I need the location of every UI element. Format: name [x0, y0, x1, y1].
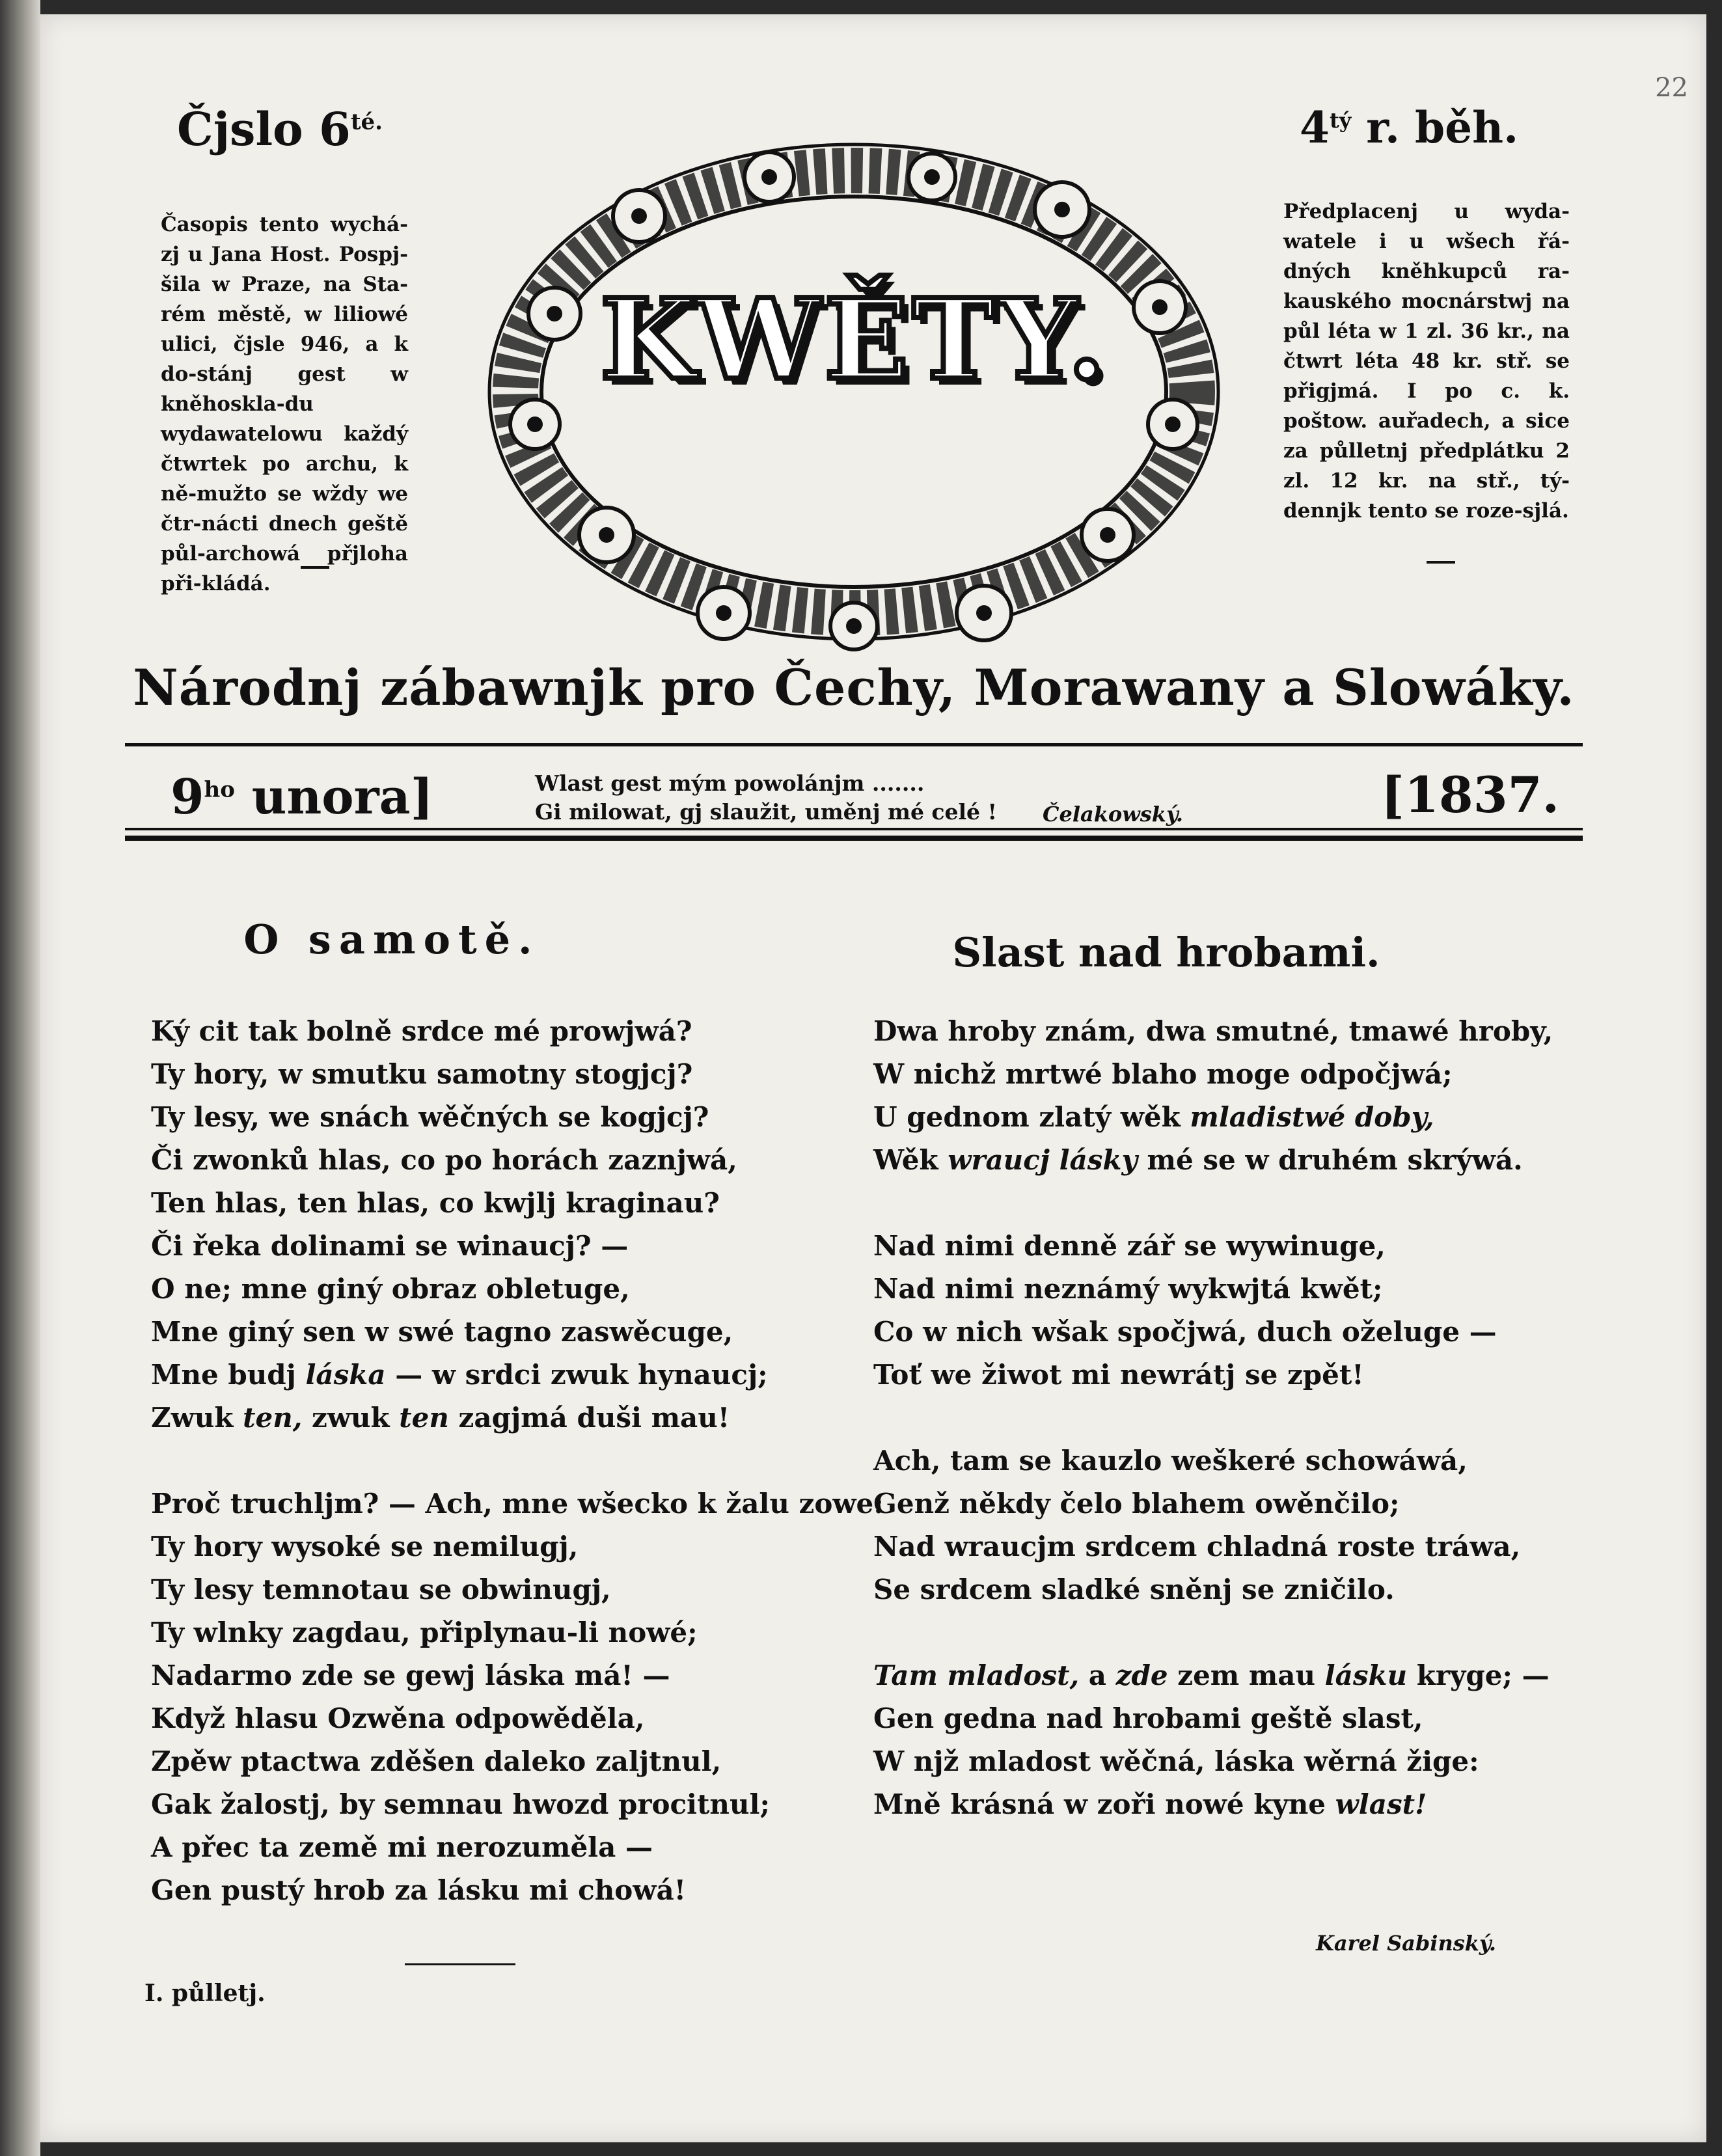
poem-line: Tam mladost, a zde zem mau lásku kryge; —	[873, 1659, 1550, 1691]
poem-line: Ký cit tak bolně srdce mé prowjwá?	[151, 1015, 692, 1047]
poem-line: Gen pustý hrob za lásku mi chowá!	[151, 1874, 687, 1906]
poem-line: Ty hory, w smutku samotny stogjcj?	[151, 1058, 693, 1090]
poem-line: Co w nich wšak spočjwá, duch oželuge —	[873, 1316, 1497, 1348]
poem-line: Dwa hroby znám, dwa smutné, tmawé hroby,	[873, 1015, 1553, 1047]
poem-line: Když hlasu Ozwěna odpowěděla,	[151, 1702, 645, 1734]
poem-line: U gednom zlatý wěk mladistwé doby,	[873, 1101, 1434, 1133]
poem-line: Nad nimi neznámý wykwjtá kwět;	[873, 1273, 1383, 1305]
poem-line: Ty lesy temnotau se obwinugj,	[151, 1574, 611, 1605]
poem-right-body	[873, 1010, 1553, 1826]
poem-line: A přec ta země mi nerozuměla —	[151, 1831, 653, 1863]
masthead-logo: KWĚTY.	[600, 275, 1110, 405]
poem-line: Či zwonků hlas, co po horách zaznjwá,	[151, 1144, 737, 1176]
poem-line: Mne giný sen w swé tagno zaswěcuge,	[151, 1316, 733, 1348]
poem-line: Ty hory wysoké se nemilugj,	[151, 1531, 579, 1562]
volume-year: $4^{tý}$ r. běh.	[1300, 102, 1519, 153]
poem-line: Ten hlas, ten hlas, co kwjlj kraginau?	[151, 1187, 720, 1219]
issue-number: Čjslo $6^{té.}$	[177, 102, 383, 156]
rule-bottom-1	[125, 828, 1583, 830]
rule-bottom-2	[125, 836, 1583, 841]
poem-line: Gak žalostj, by semnau hwozd procitnul;	[151, 1788, 770, 1820]
poem-line: Zwuk ten, zwuk ten zagjmá duši mau!	[151, 1402, 730, 1434]
poem-line: W njž mladost wěčná, láska wěrná žige:	[873, 1745, 1479, 1777]
poem-title-right: Slast nad hrobami.	[952, 929, 1380, 976]
poem-end-rule	[405, 1963, 515, 1965]
publication-notice: Časopis tento wychá-zj u Jana Host. Pospj-šila w Praze, na Sta-rém městě, w liliowé ulici, čjsle 946, a k do-stánj gest w kněhoskla-du wydawatelowu každý čtwrtek po archu, k ně-mužto se wždy we čtr-nácti dnech geště půl-archowá přjloha při-kládá.	[161, 213, 408, 595]
poem-line: Ach, tam se kauzlo weškeré schowáwá,	[873, 1445, 1468, 1477]
footnote: I. půlletj.	[144, 1980, 266, 2007]
divider	[1427, 561, 1455, 564]
poem-line: Ty lesy, we snách wěčných se kogjcj?	[151, 1101, 709, 1133]
poem-signature: Karel Sabinský.	[1316, 1931, 1496, 1956]
poem-line: Genž někdy čelo blahem owěnčilo;	[873, 1488, 1400, 1520]
page-number: 22	[1655, 73, 1688, 103]
issue-date: $9^{ho}$ unora]	[171, 769, 433, 825]
poem-line: Wěk wraucj lásky mé se w druhém skrýwá.	[873, 1144, 1523, 1176]
poem-line: Či řeka dolinami se winaucj? —	[151, 1230, 629, 1262]
poem-line: Zpěw ptactwa zděšen daleko zaljtnul,	[151, 1745, 722, 1777]
poem-line: Mne budj láska — w srdci zwuk hynaucj;	[151, 1359, 768, 1391]
poem-line: O ne; mne giný obraz obletuge,	[151, 1273, 630, 1305]
poem-line: Nad nimi denně zář se wywinuge,	[873, 1230, 1386, 1262]
poem-line: Proč truchljm? — Ach, mne wšecko k žalu zowe:	[151, 1488, 884, 1520]
motto-author: Čelakowský.	[1043, 802, 1184, 826]
poem-left-body	[151, 1010, 884, 1912]
adjacent-page-edge	[0, 0, 40, 2156]
poem-line: Ty wlnky zagdau, připlynau-li nowé;	[151, 1617, 698, 1648]
masthead-subtitle: Národnj zábawnjk pro Čechy, Morawany a Slowáky.	[133, 659, 1575, 716]
newspaper-page	[40, 14, 1706, 2142]
poem-line: Nadarmo zde se gewj láska má! —	[151, 1659, 670, 1691]
motto: Wlast gest mým powolánjm ....... Gi milowat, gj slaužit, uměnj mé celé !	[535, 771, 998, 825]
poem-line: Gen gedna nad hrobami geště slast,	[873, 1702, 1423, 1734]
issue-year: [1837.	[1381, 766, 1559, 824]
divider	[301, 566, 329, 569]
poem-line: W nichž mrtwé blaho moge odpočjwá;	[873, 1058, 1453, 1090]
poem-line: Se srdcem sladké sněnj se zničilo.	[873, 1574, 1395, 1605]
poem-line: Toť we žiwot mi newrátj se zpět!	[873, 1359, 1364, 1391]
poem-line: Mně krásná w zoři nowé kyne wlast!	[873, 1788, 1427, 1820]
rule-top	[125, 743, 1583, 746]
poem-line: Nad wraucjm srdcem chladná roste tráwa,	[873, 1531, 1521, 1562]
subscription-notice: Předplacenj u wyda-watele i u wšech řá-dných kněhkupců ra-kauského mocnárstwj na půl léta w 1 zl. 36 kr., na čtwrt léta 48 kr. stř. se přigjmá. I po c. k. poštow. auřadech, a sice za půlletnj předplátku 2 zl. 12 kr. na stř., tý-dennjk tento se roze-sjlá.	[1283, 200, 1570, 523]
poem-title-left: O samotě.	[243, 916, 540, 963]
